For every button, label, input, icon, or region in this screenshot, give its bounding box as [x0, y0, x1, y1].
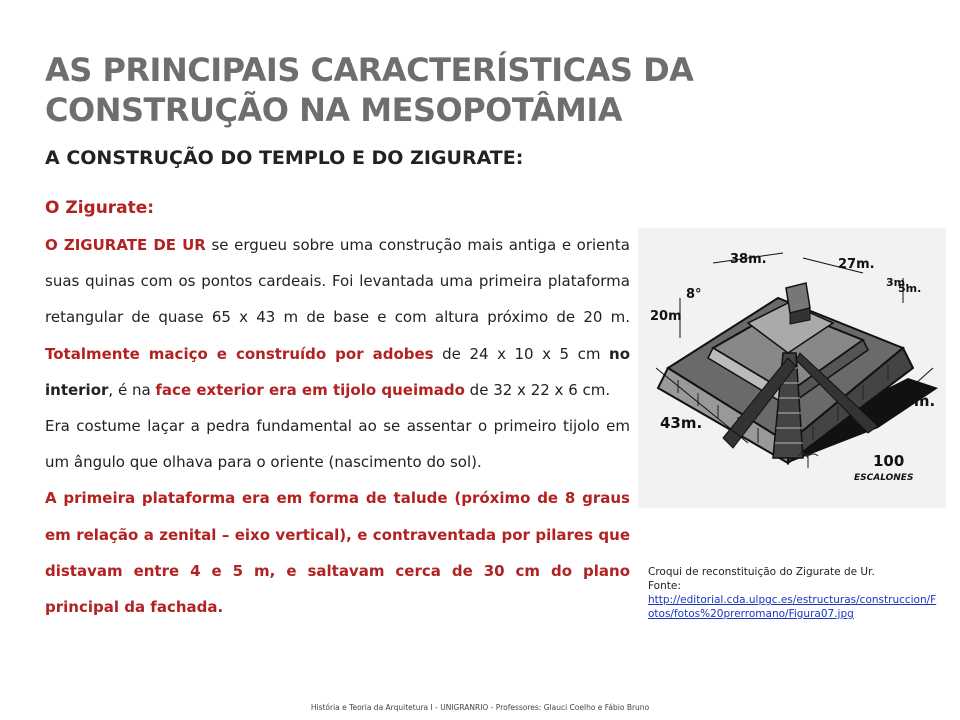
- bold-interior: no interior: [45, 344, 630, 399]
- paragraph-3: A primeira plataforma era em forma de talude (próximo de 8 graus em relação a zenital – eixo vertical), e contraventada por pilares que distavam entre 4 e 5 m, e saltavam cerca de 30 cm do plano principal da fachada.: [45, 489, 630, 617]
- label-right-height: 5m.: [898, 282, 922, 295]
- label-steps-word: ESCALONES: [854, 473, 914, 483]
- highlight-adobes: Totalmente maciço e construído por adobes: [45, 344, 434, 363]
- label-top-width: 38m.: [730, 252, 767, 267]
- label-upper-height: 3m.: [886, 276, 910, 289]
- text-segment: de 24 x 10 x 5 cm: [433, 344, 610, 363]
- ziggurat-sketch: [638, 228, 946, 508]
- label-front-right: 65m.: [893, 392, 936, 410]
- figure-caption: [648, 565, 938, 621]
- title-line-1: AS PRINCIPAIS CARACTERÍSTICAS DA: [45, 51, 694, 89]
- caption-source-label: Fonte:: [648, 580, 681, 592]
- text-segment: de 32 x 22 x 6 cm.: [464, 380, 611, 399]
- body-text: [45, 227, 630, 625]
- ziggurat-drawing: [638, 228, 946, 508]
- source-link[interactable]: http://editorial.cda.ulpgc.es/estructuras/construccion/Fotos/fotos%20prerromano/Figura07.jpg: [648, 594, 937, 620]
- slide-subtitle: A CONSTRUÇÃO DO TEMPLO E DO ZIGURATE:: [45, 147, 524, 169]
- caption-title: Croqui de reconstituição do Zigurate de Ur.: [648, 566, 875, 578]
- section-heading: O Zigurate:: [45, 198, 155, 218]
- slide-title: [45, 50, 925, 130]
- label-steps-count: 100: [873, 452, 905, 470]
- title-line-2: CONSTRUÇÃO NA MESOPOTÂMIA: [45, 91, 622, 129]
- text-segment: se ergueu sobre uma construção mais antiga e orienta suas quinas com os pontos cardeais. Foi levantada uma primeira plataforma retangular de quase 65 x 43 m de base e com altura próximo de 20 m.: [45, 236, 630, 327]
- slide-footer: História e Teoria da Arquitetura I - UNIGRANRIO - Professores: Glauci Coelho e Fábio Bruno: [310, 703, 650, 712]
- highlight-exterior: face exterior era em tijolo queimado: [155, 380, 465, 399]
- label-front-left: 43m.: [660, 414, 703, 432]
- text-segment: , é na: [108, 380, 156, 399]
- paragraph-1: [45, 227, 630, 408]
- label-top-right: 27m.: [838, 257, 875, 272]
- label-left-height: 20m: [650, 309, 682, 324]
- lead-term: O ZIGURATE DE UR: [45, 236, 206, 254]
- label-angle: 8°: [686, 287, 702, 302]
- paragraph-2: Era costume laçar a pedra fundamental ao se assentar o primeiro tijolo em um ângulo que olhava para o oriente (nascimento do sol).: [45, 417, 630, 472]
